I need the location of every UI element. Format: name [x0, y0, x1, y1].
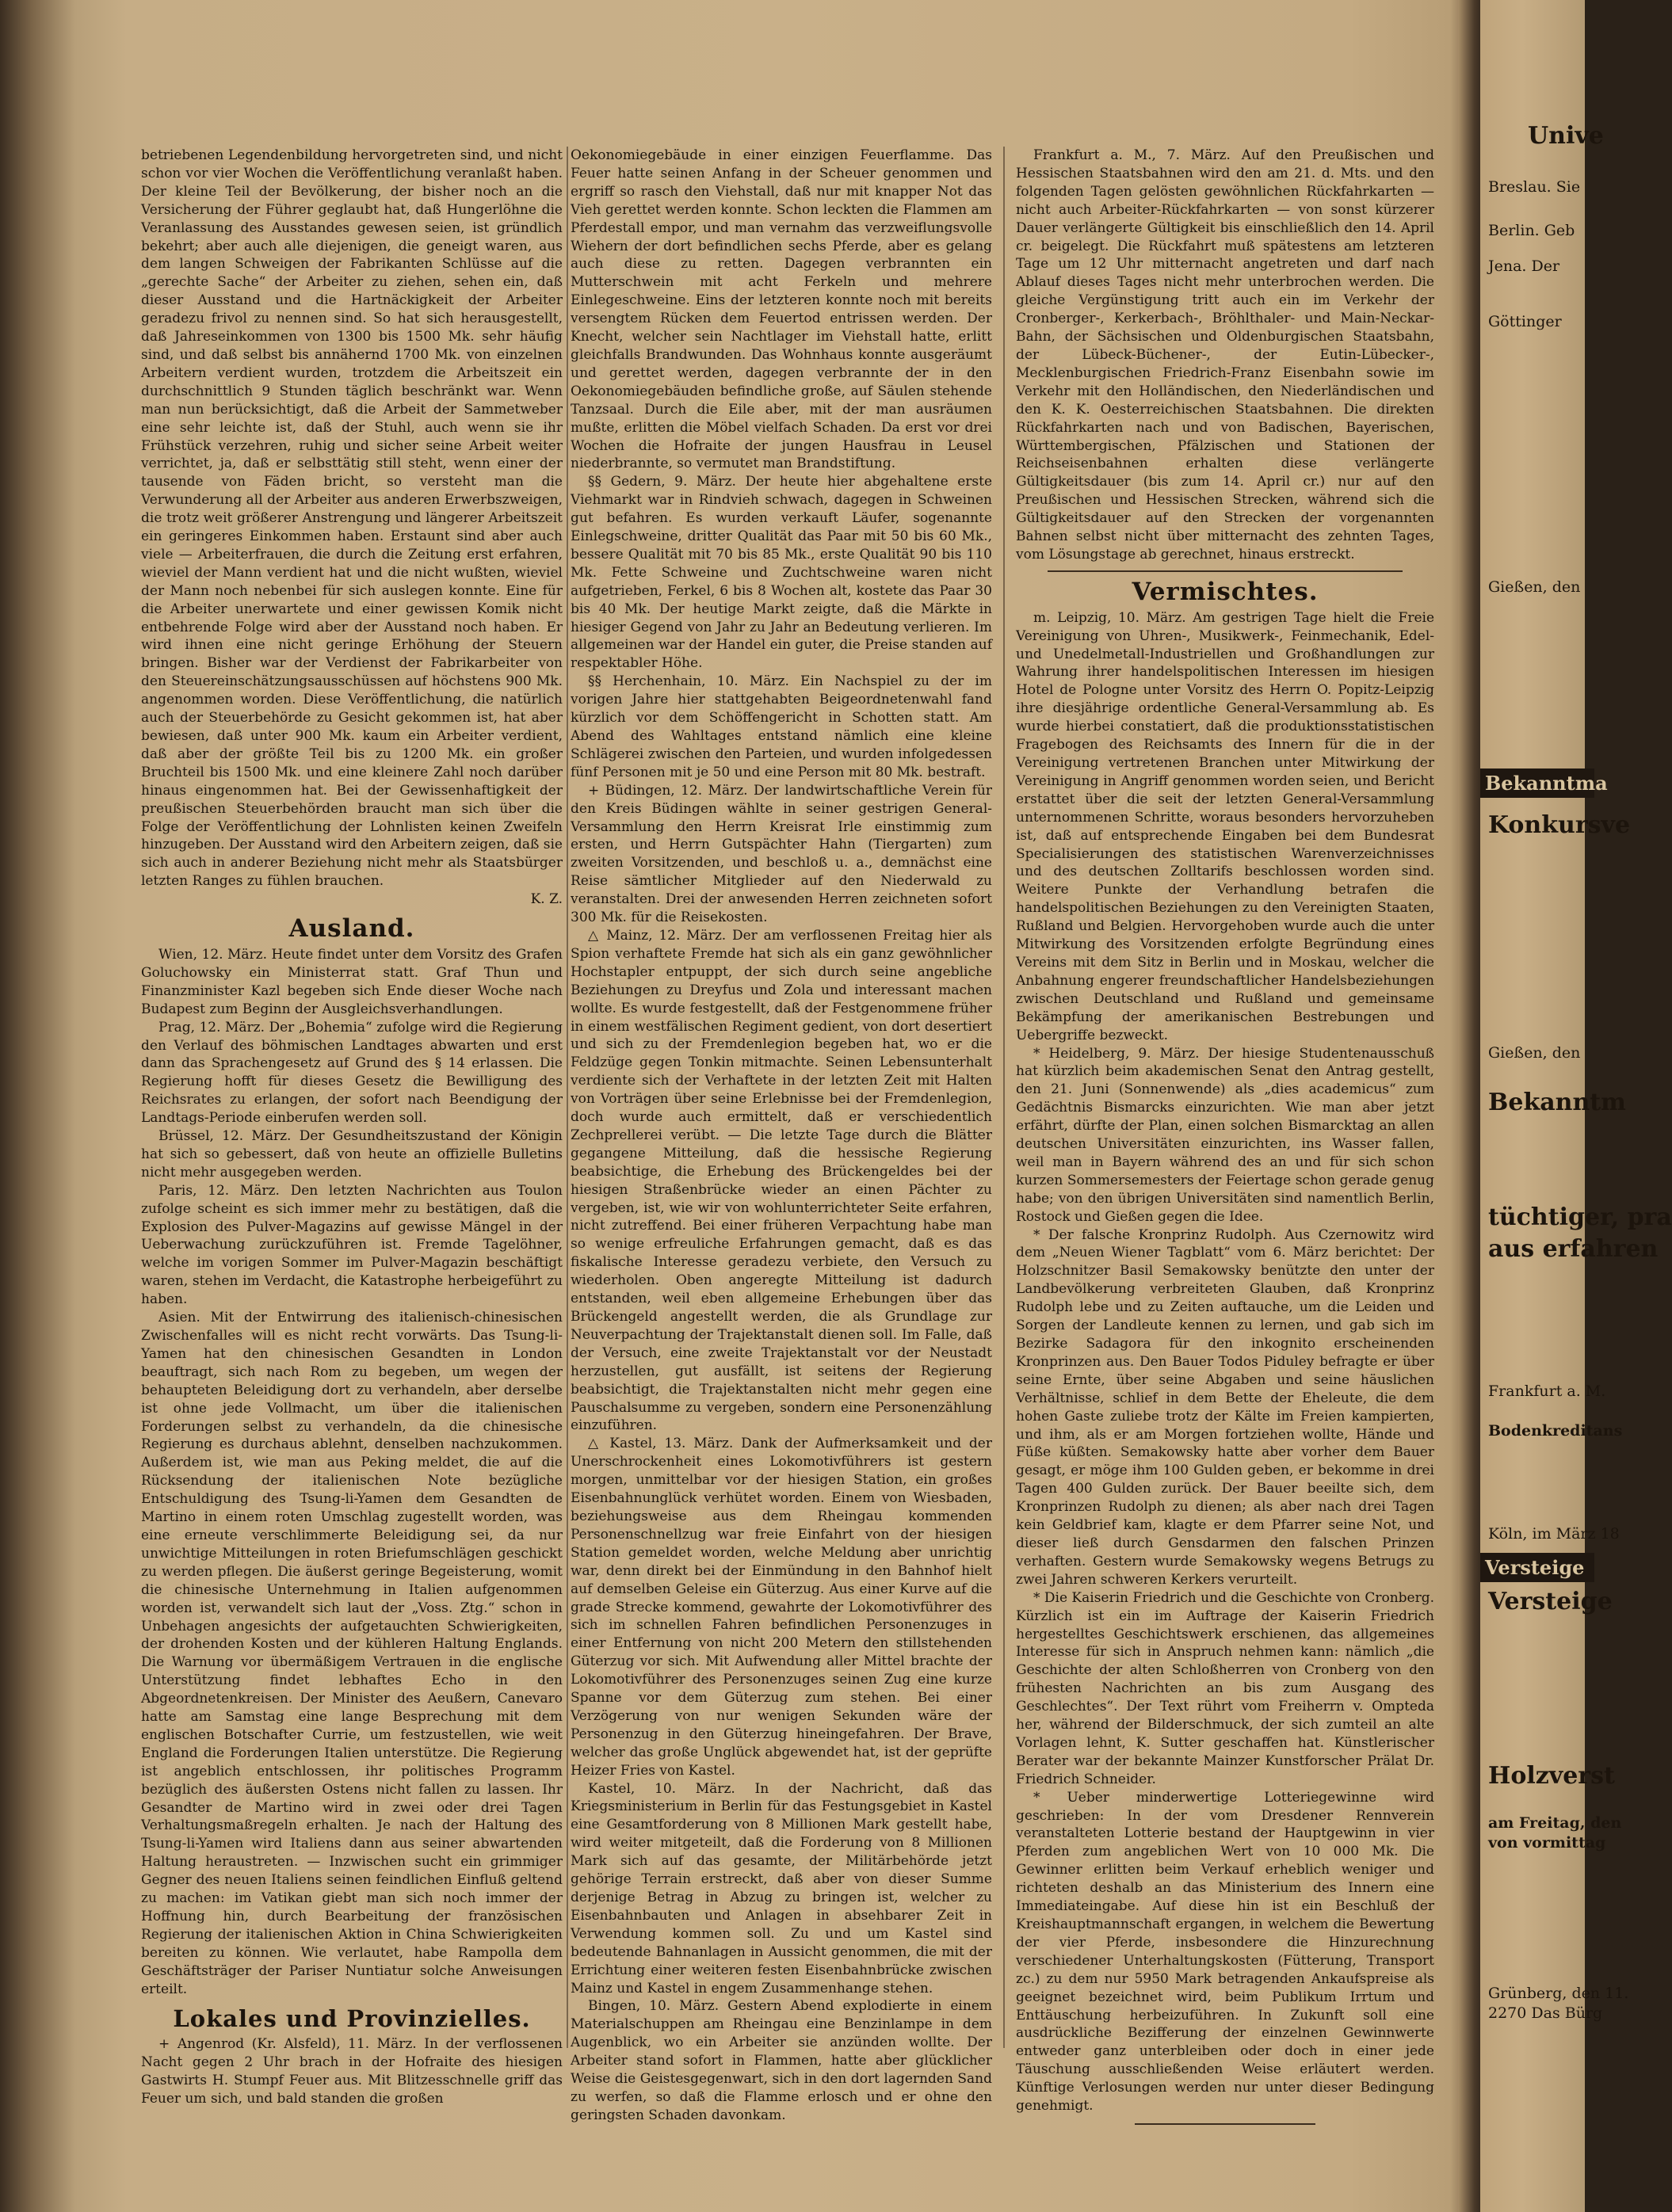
facing-fragment: Bekanntm — [1488, 1089, 1626, 1116]
news-item: Oekonomiegebäude in einer einzigen Feuerflamme. Das Feuer hatte seinen Anfang in der Scheuer genommen und ergriff so rasch den Viehstall, daß nur mit knapper Not das Vieh gerettet werden konnte. Schon leckten die Flammen am Pferdestall empor, und man vernahm das verzweiflungsvolle Wiehern der dort befindlichen sechs Pferde, aber es gelang auch diese zu retten. Dagegen verbrannten ein Mutterschwein mit acht Ferkeln und mehrere Einlegeschweine. Eins der letzteren konnte noch mit bereits versengtem Rücken dem Feuertod entrissen werden. Der Knecht, welcher sein Nachtlager im Viehstall hatte, erlitt gleichfalls Brandwunden. Das Wohnhaus konnte ausgeräumt und gerettet werden, dagegen verbrannte der in den Oekonomiegebäuden befindliche große, auf Säulen stehende Tanzsaal. Durch die Eile aber, mit der man ausräumen mußte, erlitten die Möbel vielfach Schaden. Da erst vor drei Wochen die Hofraite der jungen Hausfrau in Leusel niederbrannte, so vermutet man Brandstiftung. — [571, 147, 992, 472]
news-item: Bingen, 10. März. Gestern Abend explodierte in einem Materialschuppen am Rheingau eine Benzinlampe in dem Augenblick, wo ein Arbeiter sie anzünden wollte. Der Arbeiter stand sofort in Flammen, hatte aber glücklicher Weise die Geistesgegenwart, sich in den dort lagernden Sand zu werfen, so daß die Flamme erlosch und er ohne den geringsten Schaden davonkam. — [571, 1998, 992, 2123]
news-item: + Angenrod (Kr. Alsfeld), 11. März. In der verflossenen Nacht gegen 2 Uhr brach in der Hofraite des hiesigen Gastwirts H. Stumpf Feuer aus. Mit Blitzesschnelle griff das Feuer um sich, und bald standen die großen — [141, 2036, 563, 2107]
news-item: Frankfurt a. M., 7. März. Auf den Preußischen und Hessischen Staatsbahnen wird den am 21. d. Mts. und den folgenden Tagen gelösten gewöhnlichen Rückfahrkarten — nicht auch Arbeiter-Rückfahrkarten — von sonst kürzerer Dauer verlängerte Gültigkeit bis einschließlich den 14. April cr. beigelegt. Die Rückfahrt muß spätestens am letzteren Tage um 12 Uhr mitternacht angetreten und darf nach Ablauf dieses Tages nicht mehr unterbrochen werden. Die gleiche Vergünstigung tritt auch ein im Verkehr der Cronberger-, Kerkerbach-, Bröhlthaler- und Main-Neckar-Bahn, der Sächsischen und Oldenburgischen Staatsbahn, der Lübeck-Büchener-, der Eutin-Lübecker-, Mecklenburgischen Friedrich-Franz Eisenbahn sowie im Verkehr mit den Holländischen, den Niederländischen und den K. K. Oesterreichischen Staatsbahnen. Die direkten Rückfahrkarten nach und von Badischen, Bayerischen, Württembergischen, Pfälzischen und Stationen der Reichseisenbahnen erhalten diese verlängerte Gültigkeitsdauer (bis zum 14. April cr.) nur auf den Preußischen und Hessischen Strecken, während sich die Gültigkeitsdauer auf den Strecken der vorgenannten Bahnen selbst nicht über mitternacht des zehnten Tages, vom Lösungstage ab gerechnet, hinaus erstreckt. — [1016, 147, 1434, 563]
news-item: m. Leipzig, 10. März. Am gestrigen Tage hielt die Freie Vereinigung von Uhren-, Musikwerk-, Feinmechanik, Edel- und Unedelmetall-Industriellen und Großhandlungen zur Wahrung ihrer handelspolitischen Interessen im hiesigen Hotel de Pologne unter Vorsitz des Herrn O. Popitz-Leipzig ihre diesjährige ordentliche General-Versammlung ab. Es wurde hierbei constatiert, daß die produktionsstatistischen Fragebogen des Reichsamts des Innern für die in der Vereinigung vertretenen Branchen unter Mitwirkung der Vereinigung in Angriff genommen worden seien, und Bericht erstattet über die seit der letzten General-Versammlung unternommenen Schritte, woraus besonders hervorzuheben ist, daß auf entsprechende Eingaben bei dem Bundesrat Specialisierungen des statistischen Warenverzeichnisses und des deutschen Zolltarifs beschlossen worden sind. Weitere Punkte der Verhandlung betrafen die handelspolitischen Beziehungen zu den Vereinigten Staaten, Rußland und Belgien. Hervorgehoben wurde auch die unter Mitwirkung des Vorsitzenden erfolgte Begründung eines Vereins mit dem Sitz in Berlin und in Moskau, welcher die Anbahnung engerer freundschaftlicher Handelsbeziehungen zwischen Deutschland und Rußland und gemeinsame Bekämpfung der amerikanischen Bestrebungen und Uebergriffe bezweckt. — [1016, 609, 1434, 1043]
facing-fragment: Bekanntma — [1480, 768, 1594, 798]
facing-fragment: Versteige — [1488, 1588, 1613, 1615]
section-heading-ausland: Ausland. — [288, 914, 415, 944]
facing-fragment: Versteige — [1480, 1553, 1594, 1582]
news-item: * Der falsche Kronprinz Rudolph. Aus Czernowitz wird dem „Neuen Wiener Tagblatt“ vom 6. März berichtet: Der Holzschnitzer Basil Semakowsky benützte den unter der Landbevölkerung verbreiteten Glauben, daß Kronprinz Rudolph lebe und zu Zeiten auftauche, um die Leiden und Sorgen der Landleute kennen zu lernen, und gab sich im Bezirke Sadagora für den inkognito erscheinenden Kronprinzen aus. Den Bauer Todos Piduley befragte er über seine Ernte, über seine Abgaben und seine häuslichen Verhältnisse, schlief in dem Bette der Eheleute, die dem hohen Gaste zuliebe trotz der Kälte im Freien kampierten, und ihm, als er am Morgen fortziehen wollte, Hände und Füße küßten. Semakowsky hatte aber vorher dem Bauer gesagt, er möge ihm 100 Gulden geben, er bekomme in drei Tagen 400 Gulden zurück. Der Bauer beeilte sich, dem Kronprinzen Rudolph zu dienen; als aber nach drei Tagen kein Geldbrief kam, klagte er dem Pfarrer seine Not, und dieser ließ durch Gensdarmen den falschen Prinzen verhaften. Gestern wurde Semakowsky wegens Betrugs zu zwei Jahren schweren Kerkers verurteilt. — [1016, 1226, 1434, 1588]
section-heading-vermischtes: Vermischtes. — [1132, 577, 1319, 606]
facing-fragment: Unive — [1528, 122, 1604, 150]
facing-fragment: 2270 Das Bürg — [1488, 2004, 1603, 2022]
section-heading-lokales: Lokales und Provinzielles. — [173, 2004, 531, 2032]
column-divider — [567, 147, 568, 2048]
news-item: Kastel, 10. März. In der Nachricht, daß das Kriegsministerium in Berlin für das Festungsgebiet in Kastel eine Gesamtforderung von 8 Millionen Mark gestellt habe, wird weiter mitgeteilt, daß die Forderung von 8 Millionen Mark sich auf das gesamte, der Militärbehörde jetzt gehörige Terrain erstreckt, daß aber von dieser Summe derjenige Betrag in Abzug zu bringen ist, welcher zu Eisenbahnbauten und Anlagen in absehbarer Zeit in Verwendung kommen soll. Zu und um Kastel sind bedeutende Bahnanlagen in Aussicht genommen, die mit der Errichtung einer weiteren festen Eisenbahnbrücke zwischen Mainz und Kastel in engem Zusammenhange stehen. — [571, 1780, 992, 1997]
facing-fragment: Grünberg, den 11. — [1488, 1985, 1629, 2002]
article-signature: K. Z. — [530, 891, 563, 908]
column-1 — [141, 147, 563, 2108]
column-2 — [571, 147, 992, 2125]
facing-fragment: tüchtiger, pra — [1488, 1203, 1672, 1231]
facing-fragment: Breslau. Sie — [1488, 178, 1581, 196]
facing-fragment: Göttinger — [1488, 313, 1562, 330]
news-item: * Ueber minderwertige Lotteriegewinne wird geschrieben: In der vom Dresdener Rennverein veranstalteten Lotterie bestand der Hauptgewinn in vier Pferden zum angeblichen Wert von 10 000 Mk. Die Gewinner erlitten beim Verkauf erheblich weniger und richteten deshalb an das Ministerium des Innern eine Immediateingabe. Auf diese hin ist ein Beschluß der Kreishauptmannschaft ergangen, in welchem die Bewertung der vier Pferde, insbesondere die Hinzurechnung verschiedener Unterhaltungskosten (Fütterung, Transport zc.) zu dem nur 5950 Mark betragenden Ankaufspreise als geeignet bezeichnet wird, beim Publikum Irrtum und Enttäuschung herbeizuführen. In Zukunft soll eine ausdrückliche Bezifferung der einzelnen Gewinnwerte entweder ganz unterbleiben oder doch in einer jede Täuschung ausschließenden Weise erläutert werden. Künftige Verlosungen werden nur unter dieser Bedingung genehmigt. — [1016, 1789, 1434, 2115]
news-item: Prag, 12. März. Der „Bohemia“ zufolge wird die Regierung den Verlauf des böhmischen Landtages abwarten und erst dann das Sprachengesetz auf Grund des § 14 erlassen. Die Regierung hofft für dieses Gesetz die Bewilligung des Reichsrates zu erlangen, der sofort nach Beendigung der Landtags-Periode einberufen werden soll. — [141, 1019, 563, 1127]
news-item: + Büdingen, 12. März. Der landwirtschaftliche Verein für den Kreis Büdingen wählte in seiner gestrigen General-Versammlung den Herrn Kreisrat Irle einstimmig zum ersten, und Herrn Gutspächter Hahn (Tiergarten) zum zweiten Vorsitzenden, und beschloß u. a., demnächst eine Reise sämtlicher Mitglieder auf den Niederwald zu veranstalten. Drei der anwesenden Herren zeichneten sofort 300 Mk. für die Reisekosten. — [571, 782, 992, 926]
article-paragraph: betriebenen Legendenbildung hervorgetreten sind, und nicht schon vor vier Wochen die Veröffentlichung veranlaßt haben. Der kleine Teil der Bevölkerung, der bisher noch an die Versicherung der Führer geglaubt hat, daß Hungerlöhne die Veranlassung des Ausstandes gewesen seien, ist gründlich bekehrt; aber auch alle diejenigen, die geneigt waren, aus dem langen Schweigen der Fabrikanten Schlüsse auf die „gerechte Sache“ der Arbeiter zu ziehen, sehen ein, daß dieser Ausstand und die Hartnäckigkeit der Arbeiter geradezu frivol zu nennen sind. So hat sich herausgestellt, daß Jahreseinkommen von 1300 bis 1500 Mk. sehr häufig sind, und daß selbst bis annähernd 1700 Mk. von einzelnen Arbeitern verdient wurden, trotzdem die Arbeitszeit ein durchschnittlich 9 Stunden täglich beschränkt war. Wenn man nun berücksichtigt, daß die Arbeit der Sammetweber eine sehr leichte ist, daß der Stuhl, auch wenn sie ihr Frühstück verzehren, ruhig und sicher seine Arbeit weiter verrichtet, ja, daß er selbsttätig still steht, wenn einer der tausende von Fäden bricht, so versteht man die Verwunderung all der Arbeiter aus anderen Erwerbszweigen, die trotz weit größerer Anstrengung und längerer Arbeitszeit ein geringeres Einkommen haben. Erstaunt sind aber auch viele — Arbeiterfrauen, die durch die Zeitung erst erfahren, wieviel der Mann verdient hat und die nicht wußten, wieviel der Mann noch nebenbei für sich auslegen konnte. Eine für die Arbeiter unerwartete und einer gewissen Komik nicht entbehrende Folge wird aber der Ausstand noch haben. Er wird ihnen eine nicht geringe Erhöhung der Steuern bringen. Bisher war der Verdienst der Fabrikarbeiter von den Steuereinschätzungsausschüssen auf höchstens 900 Mk. angenommen worden. Diese Veröffentlichung, die natürlich auch der Steuerbehörde zu Gesicht gekommen ist, hat aber bewiesen, daß unter 900 Mk. kaum ein Arbeiter verdient, daß aber der größte Teil bis zu 1200 Mk. ein großer Bruchteil bis 1500 Mk. und eine kleinere Zahl noch darüber hinaus eingenommen hat. Bei der Gewissenhaftigkeit der preußischen Steuerbehörden braucht man sich über die Folge der Veröffentlichung der Lohnlisten keinen Zweifeln hinzugeben. Der Ausstand wird den Arbeitern zeigen, daß sie sich auch in anderer Beziehung nicht mehr als Staatsbürger letzten Ranges zu fühlen brauchen. — [141, 147, 563, 890]
facing-fragment: Berlin. Geb — [1488, 222, 1575, 239]
facing-fragment: Gießen, den — [1488, 1044, 1581, 1062]
news-item: §§ Gedern, 9. März. Der heute hier abgehaltene erste Viehmarkt war in Rindvieh schwach, dagegen in Schweinen gut befahren. Es wurden verkauft Läufer, sogenannte Einlegschweine, dritter Qualität das Paar mit 50 bis 60 Mk., bessere Qualität mit 70 bis 85 Mk., erste Qualität 90 bis 110 Mk. Fette Schweine und Zuchtschweine waren nicht aufgetrieben, Ferkel, 6 bis 8 Wochen alt, kostete das Paar 30 bis 40 Mk. Der heutige Markt zeigte, daß die Märkte in hiesiger Gegend von Jahr zu Jahr an Bedeutung verlieren. Im allgemeinen war der Handel ein guter, die Preise standen auf respektabler Höhe. — [571, 474, 992, 672]
facing-fragment: Bodenkreditans — [1488, 1422, 1623, 1440]
facing-fragment: Jena. Der — [1488, 257, 1560, 275]
column-3 — [1016, 147, 1434, 2133]
news-item: Paris, 12. März. Den letzten Nachrichten aus Toulon zufolge scheint es sich immer mehr zu bestätigen, daß die Explosion des Pulver-Magazins auf gewisse Mängel in der Ueberwachung zurückzuführen ist. Fremde Tagelöhner, welche im vorigen Sommer im Pulver-Magazin beschäftigt waren, stehen im Verdacht, die Katastrophe herbeigeführt zu haben. — [141, 1182, 563, 1308]
column-divider — [1003, 147, 1005, 2048]
facing-fragment: Frankfurt a. M. — [1488, 1382, 1606, 1400]
news-item: * Heidelberg, 9. März. Der hiesige Studentenausschuß hat kürzlich beim akademischen Senat den Antrag gestellt, den 21. Juni (Sonnenwende) als „dies academicus“ zum Gedächtnis Bismarcks einzurichten. Wie man aber jetzt erfährt, dürfte der Plan, einen solchen Bismarcktag an allen deutschen Universitäten einzurichten, ins Wasser fallen, weil man in Bayern während des an und für sich schon kurzen Sommersemesters der Feiertage schon gerade genug habe; von den übrigen Universitäten sind namentlich Berlin, Rostock und Gießen gegen die Idee. — [1016, 1045, 1434, 1225]
facing-page — [1480, 0, 1672, 2212]
news-item: △ Kastel, 13. März. Dank der Aufmerksamkeit und der Unerschrockenheit eines Lokomotivführers ist gestern morgen, unmittelbar vor der hiesigen Station, ein großes Eisenbahnunglück verhütet worden. Einem von Wiesbaden, beziehungsweise aus dem Rheingau kommenden Personenschnellzug war freie Einfahrt von der hiesigen Station gemeldet worden, welche Meldung aber unrichtig war, denn direkt bei der Einmündung in den Bahnhof hielt auf demselben Geleise ein Güterzug. Aus einer Kurve auf die grade Strecke kommend, gewahrte der Lokomotivführer des sich im schnellen Fahren befindlichen Personenzuges in einer Entfernung von nicht 200 Metern den stillstehenden Güterzug vor sich. Mit Aufwendung aller Mittel brachte der Lokomotivführer des Personenzuges seinen Zug eine kurze Spanne vor dem Güterzug zum stehen. Bei einer Verzögerung von nur wenigen Sekunden wäre der Personenzug in den Güterzug hineingefahren. Der Brave, welcher das große Unglück abgewendet hat, ist der geprüfte Heizer Fries von Kastel. — [571, 1436, 992, 1779]
end-rule — [1135, 2123, 1315, 2125]
news-item: Asien. Mit der Entwirrung des italienisch-chinesischen Zwischenfalles will es nicht recht vorwärts. Das Tsung-li-Yamen hat den chinesischen Gesandten in London beauftragt, sich nach Rom zu begeben, um wegen der behaupteten Beleidigung dort zu verhandeln, aber derselbe ist ohne jede Vollmacht, um über die italienischen Forderungen selbst zu verhandeln, da die chinesische Regierung es durchaus ablehnt, denselben nachzukommen. Außerdem ist, wie man aus Peking meldet, die auf die Rücksendung der italienischen Note bezügliche Entschuldigung des Tsung-li-Yamen dem Gesandten de Martino in einem roten Umschlag zugestellt worden, was eine erneute verschlimmerte Beleidigung sei, da nur unwichtige Mitteilungen in roten Briefumschlägen geschickt zu werden pflegen. Die äußerst geringe Begeisterung, womit die chinesische Unternehmung in Italien aufgenommen worden ist, verwandelt sich laut der „Voss. Ztg.“ schon in Unbehagen angesichts der aufgetauchten Schwierigkeiten, der drohenden Kosten und der kühleren Haltung Englands. Die Warnung vor übermäßigem Vertrauen in die englische Unterstützung findet lebhaftes Echo in den Abgeordnetenkreisen. Der Minister des Aeußern, Canevaro hatte am Samstag eine lange Besprechung mit dem englischen Botschafter Currie, um festzustellen, wie weit England die Forderungen Italien unterstütze. Die Regierung ist angeblich entschlossen, ihr politisches Programm bezüglich des äußersten Ostens nicht fallen zu lassen. Ihr Gesandter de Martino wird in zwei oder drei Tagen Verhaltungsmaßregeln erhalten. Je nach der Haltung des Tsung-li-Yamen wird Italiens dann aus seiner abwartenden Haltung heraustreten. — Inzwischen sucht ein grimmiger Gegner des neuen Italiens seinen feindlichen Einfluß geltend zu machen: im Vatikan giebt man sich noch immer der Hoffnung hin, durch Bearbeitung der französischen Regierung der italienischen Aktion in China Schwierigkeiten bereiten zu können. Wie verlautet, habe Rampolla dem Geschäftsträger der Pariser Nuntiatur solche Anweisungen erteilt. — [141, 1310, 563, 1997]
facing-fragment: Konkursve — [1488, 811, 1631, 839]
news-item: * Die Kaiserin Friedrich und die Geschichte von Cronberg. Kürzlich ist ein im Auftrage der Kaiserin Friedrich hergestelltes Geschichtswerk erschienen, das allgemeines Interesse für sich in Anspruch nehmen kann: nämlich „die Geschichte der alten Schloßherren von Cronberg von den frühesten Nachrichten an bis zum Ausgang des Geschlechtes“. Der Text rührt vom Freiherrn v. Ompteda her, während der Bilderschmuck, der sich zumteil an alte Vorlagen lehnt, K. Sutter geschaffen hat. Künstlerischer Berater war der bekannte Mainzer Kunstforscher Prälat Dr. Friedrich Schneider. — [1016, 1589, 1435, 1787]
facing-fragment: Holzverst — [1488, 1762, 1615, 1790]
facing-fragment: Köln, im März 18 — [1488, 1525, 1620, 1543]
news-item: Wien, 12. März. Heute findet unter dem Vorsitz des Grafen Goluchowsky ein Ministerrat statt. Graf Thun und Finanzminister Kazl begeben sich Ende dieser Woche nach Budapest zum Beginn der Ausgleichsverhandlungen. — [141, 946, 563, 1017]
facing-fragment: von vormittag — [1488, 1834, 1606, 1852]
section-rule — [1048, 570, 1403, 572]
facing-fragment: Gießen, den — [1488, 578, 1581, 596]
facing-fragment: aus erfahren — [1488, 1235, 1659, 1263]
news-item: △ Mainz, 12. März. Der am verflossenen Freitag hier als Spion verhaftete Fremde hat sich als ein ganz gewöhnlicher Hochstapler entpuppt, der sich durch seine angebliche Beziehungen zu Dreyfus und Zola und interessant machen wollte. Es wurde festgestellt, daß der Festgenommene früher in einem westfälischen Regiment gedient, von dort desertiert und sich zu der Fremdenlegion begeben hat, wo er die Feldzüge gegen Tonkin mitmachte. Seinen Lebensunterhalt verdiente sich der Verhaftete in der letzten Zeit mit Halten von Vorträgen über seine Erlebnisse bei der Fremdenlegion, doch wurde auch ermittelt, daß er verschiedentlich Zechprellerei verübt. — Die letzte Tage durch die Blätter gegangene Mitteilung, daß die hessische Regierung beabsichtige, die Erhebung des Brückengeldes bei der hiesigen Straßenbrücke wieder an einen Pächter zu vergeben, ist, wie wir von wohlunterrichteter Seite erfahren, nicht zutreffend. Bei einer früheren Verpachtung habe man so wenige erfreuliche Erfahrungen gemacht, daß es das fiskalische Interesse geradezu verbiete, den Versuch zu wiederholen. Oben angeregte Mitteilung ist dadurch entstanden, weil eben allgemeine Erhebungen über das Brückengeld angestellt werden, die als Grundlage zur Neuverpachtung der Trajektanstalt dienen soll. Im Falle, daß der Versuch, eine zweite Trajektanstalt vor der Neustadt herzustellen, gut ausfällt, ist seitens der Regierung beabsichtigt, die Trajektanstalten nicht mehr gegen eine Pauschalsumme zu vergeben, sondern eine Personenzählung einzuführen. — [571, 927, 992, 1434]
news-item: §§ Herchenhain, 10. März. Ein Nachspiel zu der im vorigen Jahre hier stattgehabten Beigeordnetenwahl fand kürzlich vor dem Schöffengericht in Schotten statt. Am Abend des Wahltages entstand nämlich eine kleine Schlägerei zwischen den Parteien, und wurden infolgedessen fünf Personen mit je 50 und eine Person mit 80 Mk. bestraft. — [571, 673, 992, 780]
facing-fragment: am Freitag, den — [1488, 1814, 1622, 1832]
news-item: Brüssel, 12. März. Der Gesundheitszustand der Königin hat sich so gebessert, daß von heute an offizielle Bulletins nicht mehr ausgegeben werden. — [141, 1128, 563, 1180]
